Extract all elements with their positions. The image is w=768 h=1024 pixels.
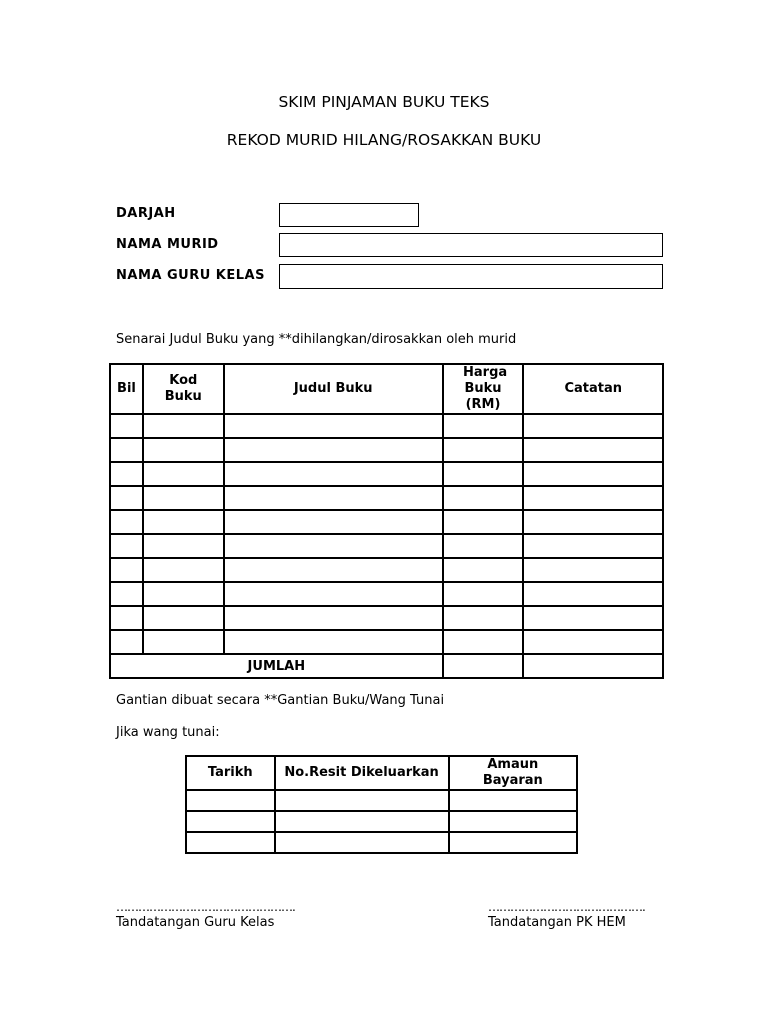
kod-buku-cell[interactable] [143,462,224,486]
payment-table [185,755,578,854]
table-row [186,790,577,811]
table-row [110,486,663,510]
tarikh-cell[interactable] [186,832,275,853]
signature-line-guru-kelas: …………………………………………. [116,900,295,914]
judul-buku-cell[interactable] [224,534,443,558]
catatan-cell[interactable] [523,510,663,534]
col-header-no-resit: No.Resit Dikeluarkan [275,756,449,790]
darjah-label: DARJAH [116,206,176,221]
table-row [110,534,663,558]
judul-buku-cell[interactable] [224,462,443,486]
col-header-amaun-bayaran: Amaun Bayaran [449,756,577,790]
kod-buku-cell[interactable] [143,630,224,654]
bil-cell[interactable] [110,630,143,654]
amaun-bayaran-cell[interactable] [449,832,577,853]
catatan-cell[interactable] [523,606,663,630]
kod-buku-cell[interactable] [143,486,224,510]
harga-buku-cell[interactable] [443,558,524,582]
table-row [110,606,663,630]
lost-books-table [109,363,664,679]
table-row [110,630,663,654]
signature-line-pk-hem: ……………………………………. [488,900,645,914]
harga-buku-cell[interactable] [443,630,524,654]
table-row [110,558,663,582]
book-list-intro: Senarai Judul Buku yang **dihilangkan/dirosakkan oleh murid [116,332,517,347]
bil-cell[interactable] [110,438,143,462]
bil-cell[interactable] [110,510,143,534]
signature-label-pk-hem: Tandatangan PK HEM [488,915,626,930]
catatan-cell[interactable] [523,582,663,606]
judul-buku-cell[interactable] [224,606,443,630]
col-header-harga-buku: Harga Buku (RM) [443,364,524,414]
judul-buku-cell[interactable] [224,510,443,534]
harga-buku-cell[interactable] [443,510,524,534]
bil-cell[interactable] [110,462,143,486]
table-row [110,510,663,534]
cash-label: Jika wang tunai: [116,725,220,740]
table-row [186,811,577,832]
nama-guru-kelas-label: NAMA GURU KELAS [116,268,265,283]
jumlah-label: JUMLAH [110,654,443,678]
harga-buku-cell[interactable] [443,606,524,630]
jumlah-catatan-cell[interactable] [523,654,663,678]
kod-buku-cell[interactable] [143,414,224,438]
harga-buku-cell[interactable] [443,462,524,486]
bil-cell[interactable] [110,414,143,438]
kod-buku-cell[interactable] [143,534,224,558]
no-resit-cell[interactable] [275,832,449,853]
bil-cell[interactable] [110,606,143,630]
signature-label-guru-kelas: Tandatangan Guru Kelas [116,915,275,930]
table-row [110,438,663,462]
bil-cell[interactable] [110,582,143,606]
nama-murid-label: NAMA MURID [116,237,219,252]
catatan-cell[interactable] [523,462,663,486]
jumlah-harga-cell[interactable] [443,654,524,678]
table-row [110,582,663,606]
bil-cell[interactable] [110,486,143,510]
catatan-cell[interactable] [523,414,663,438]
form-subtitle: REKOD MURID HILANG/ROSAKKAN BUKU [226,131,542,149]
catatan-cell[interactable] [523,438,663,462]
table-row [186,832,577,853]
kod-buku-cell[interactable] [143,438,224,462]
judul-buku-cell[interactable] [224,486,443,510]
judul-buku-cell[interactable] [224,582,443,606]
kod-buku-cell[interactable] [143,558,224,582]
col-header-kod-buku: Kod Buku [143,364,224,414]
kod-buku-cell[interactable] [143,606,224,630]
catatan-cell[interactable] [523,486,663,510]
harga-buku-cell[interactable] [443,414,524,438]
catatan-cell[interactable] [523,630,663,654]
kod-buku-cell[interactable] [143,582,224,606]
judul-buku-cell[interactable] [224,630,443,654]
darjah-field[interactable] [279,203,419,227]
harga-buku-cell[interactable] [443,582,524,606]
nama-guru-kelas-field[interactable] [279,264,663,289]
no-resit-cell[interactable] [275,790,449,811]
col-header-judul-buku: Judul Buku [224,364,443,414]
harga-buku-cell[interactable] [443,438,524,462]
col-header-catatan: Catatan [523,364,663,414]
catatan-cell[interactable] [523,534,663,558]
form-title: SKIM PINJAMAN BUKU TEKS [278,93,490,111]
tarikh-cell[interactable] [186,811,275,832]
judul-buku-cell[interactable] [224,414,443,438]
judul-buku-cell[interactable] [224,438,443,462]
amaun-bayaran-cell[interactable] [449,790,577,811]
tarikh-cell[interactable] [186,790,275,811]
table-row [110,414,663,438]
col-header-bil: Bil [110,364,143,414]
col-header-tarikh: Tarikh [186,756,275,790]
bil-cell[interactable] [110,558,143,582]
judul-buku-cell[interactable] [224,558,443,582]
harga-buku-cell[interactable] [443,486,524,510]
replacement-text: Gantian dibuat secara **Gantian Buku/Wang Tunai [116,693,445,708]
bil-cell[interactable] [110,534,143,558]
table-row [110,462,663,486]
kod-buku-cell[interactable] [143,510,224,534]
nama-murid-field[interactable] [279,233,663,257]
amaun-bayaran-cell[interactable] [449,811,577,832]
catatan-cell[interactable] [523,558,663,582]
harga-buku-cell[interactable] [443,534,524,558]
no-resit-cell[interactable] [275,811,449,832]
